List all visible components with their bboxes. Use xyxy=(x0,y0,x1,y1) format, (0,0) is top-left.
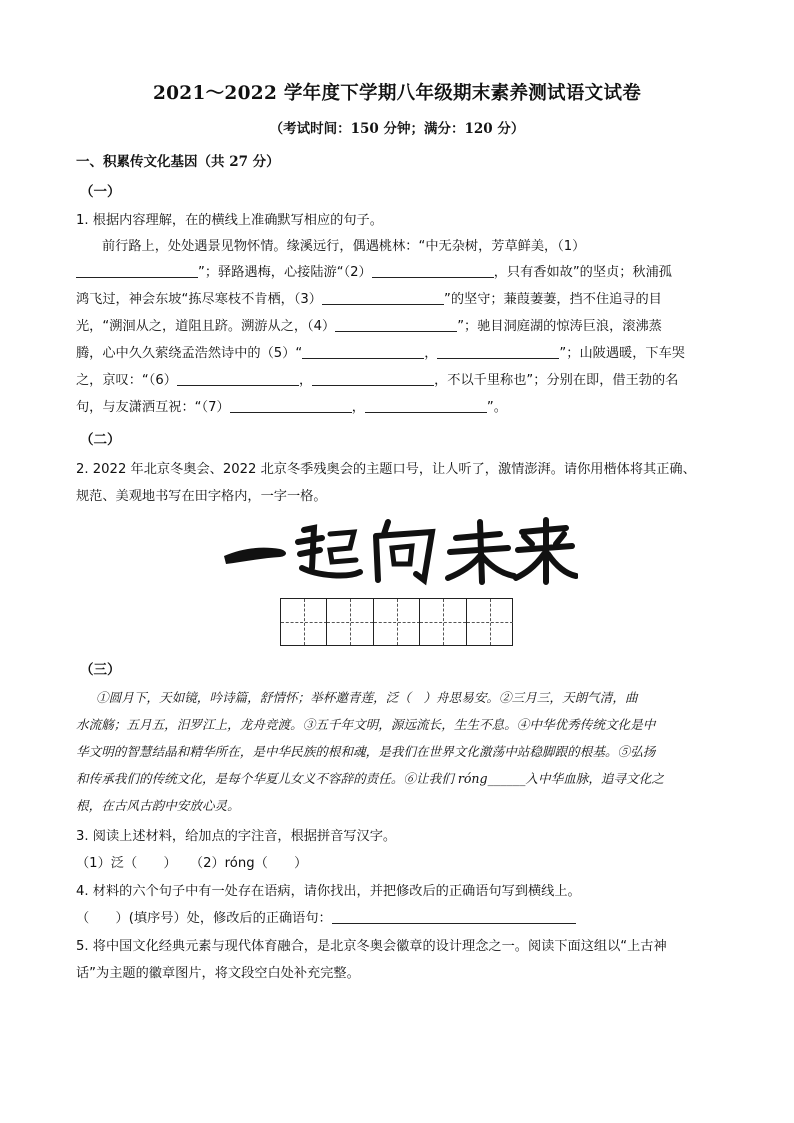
q1-line-2: ”；驿路遇梅，心接陆游“（2） ，只有香如故”的坚贞；秋浦孤 xyxy=(76,261,724,280)
exam-title: 2021～2022 学年度下学期八年级期末素养测试语文试卷 xyxy=(152,83,642,104)
grid-cell-4[interactable] xyxy=(419,598,466,646)
q4-answer-line: （ ）(填序号）处，修改后的正确语句： xyxy=(76,907,724,926)
answer-blank-3[interactable] xyxy=(322,290,444,305)
grid-cell-3[interactable] xyxy=(373,598,420,646)
answer-blank-7b[interactable] xyxy=(365,398,487,413)
q2-line-1: 2. 2022 年北京冬奥会、2022 北京冬季残奥会的主题口号，让人听了，激情澎湃。请你用楷体将其正确、 xyxy=(76,462,696,477)
passage-line-2: 水流觞；五月五，汨罗江上，龙舟竞渡。③五千年文明，源远流长，生生不息。④中华优秀传统文化是中 xyxy=(76,717,656,732)
q1-line-6: 之，京叹：“（6） ， ，不以千里称也”；分别在即，借王勃的名 xyxy=(76,373,679,388)
answer-blank-2[interactable] xyxy=(372,263,494,278)
q1-stem: 1. 根据内容理解，在的横线上准确默写相应的句子。 xyxy=(76,213,383,228)
part-three-label: （三） xyxy=(80,662,121,678)
q3-answers: （1）泛（ ） （2）róng（ ） xyxy=(76,856,308,871)
q1-line-3: 鸿飞过，神会东坡“拣尽寒枝不肯栖，（3） ”的坚守；蒹葭萋萋，挡不住追寻的目 xyxy=(76,292,662,307)
q5-line-2: 话”为主题的徽章图片，将文段空白处补充完整。 xyxy=(76,966,360,981)
answer-blank-6a[interactable] xyxy=(177,371,299,386)
passage-line-4: 和传承我们的传统文化，是每个华夏儿女义不容辞的责任。⑥让我们 róng______入中华血脉，追寻文化之 xyxy=(76,771,664,786)
section-heading: 一、积累传文化基因（共 27 分） xyxy=(76,154,280,170)
q5-line-1: 5. 将中国文化经典元素与现代体育融合，是北京冬奥会徽章的设计理念之一。阅读下面这组以“上古神 xyxy=(76,939,667,954)
grid-cell-2[interactable] xyxy=(326,598,373,646)
q3-stem: 3. 阅读上述材料，给加点的字注音，根据拼音写汉字。 xyxy=(76,829,397,844)
q4-stem: 4. 材料的六个句子中有一处存在语病，请你找出，并把修改后的正确语句写到横线上。 xyxy=(76,884,581,899)
exam-subtitle: （考试时间：150 分钟；满分：120 分） xyxy=(269,121,525,137)
passage-line-1: ①圆月下，天如镜，吟诗篇，舒情怀；举杯邀青莲，泛（ ）舟思易安。②三月三，天朗气清，曲 xyxy=(96,690,638,705)
q1-line-7: 句，与友潇洒互祝：“（7） ， ”。 xyxy=(76,400,507,415)
tianzi-grid[interactable] xyxy=(280,598,512,646)
answer-blank-5b[interactable] xyxy=(437,344,559,359)
answer-blank-6b[interactable] xyxy=(312,371,434,386)
answer-blank-5a[interactable] xyxy=(302,344,424,359)
grid-cell-1[interactable] xyxy=(280,598,327,646)
grid-cell-5[interactable] xyxy=(466,598,513,646)
answer-blank-q4[interactable] xyxy=(332,909,576,924)
q1-line-5: 腾，心中久久萦绕孟浩然诗中的（5）“ ， ”；山陂遇暖，下车哭 xyxy=(76,346,685,361)
answer-blank-1[interactable] xyxy=(76,263,198,278)
answer-blank-7a[interactable] xyxy=(230,398,352,413)
part-one-label: （一） xyxy=(80,184,121,200)
q1-line-1: 前行路上，处处遇景见物怀情。缘溪远行，偶遇桃林：“中无杂树，芳草鲜美，（1） xyxy=(102,239,586,254)
passage-line-5: 根，在古风古韵中安放心灵。 xyxy=(76,798,240,813)
part-two-label: （二） xyxy=(80,432,121,448)
q2-line-2: 规范、美观地书写在田字格内，一字一格。 xyxy=(76,489,327,504)
answer-blank-4[interactable] xyxy=(335,317,457,332)
q1-line-4: 光，“溯洄从之，道阻且跻。溯游从之，（4） ”；驰目洞庭湖的惊涛巨浪，滚沸蒸 xyxy=(76,319,662,334)
calligraphy-slogan-image xyxy=(218,516,578,588)
passage-line-3: 华文明的智慧结晶和精华所在，是中华民族的根和魂，是我们在世界文化激荡中站稳脚跟的根基。⑤弘扬 xyxy=(76,744,656,759)
